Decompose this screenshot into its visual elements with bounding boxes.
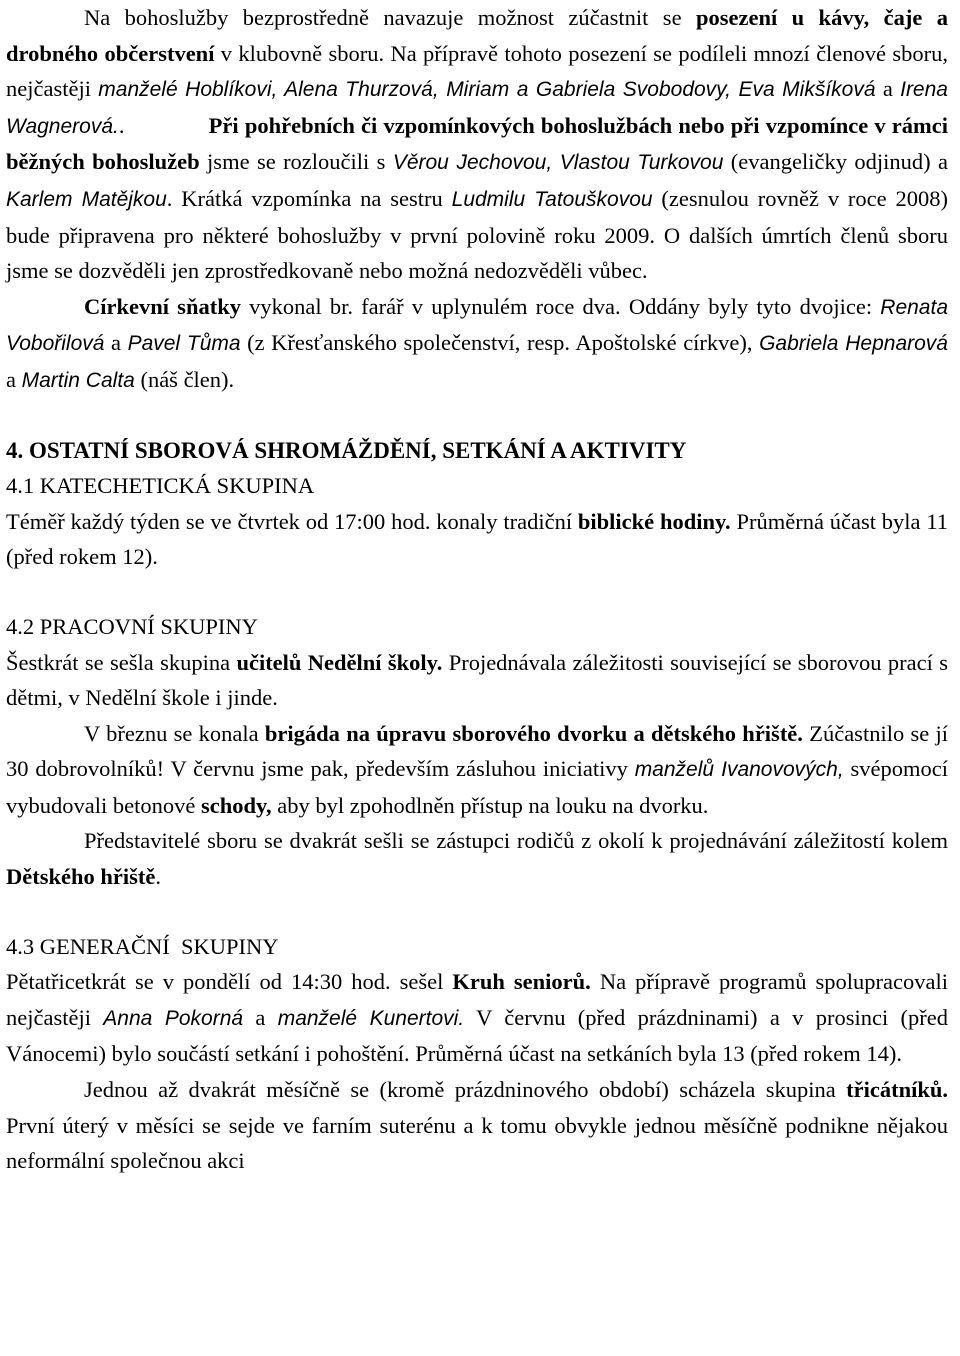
section-spacer [6,575,948,609]
text-run-italic: Anna Pokorná [103,1006,244,1030]
text-run: Šestkrát se sešla skupina [6,649,237,675]
text-run: Projednávala záležitosti související se sborovou prací s dětmi, v Nedělní škole i jinde. [6,649,949,711]
text-run: v klubovně sboru. Na přípravě tohoto posezení se podíleli mnozí členové sboru, nejčastěji [6,40,948,102]
paragraph-thirties [6,1072,948,1179]
text-run-italic: manželé Hoblíkovi, Alena Thurzová, Miriam a Gabriela Svobodovy, Eva Mikšíková [98,78,876,102]
text-run: Průměrná účast byla 11 (před rokem 12). [6,508,949,570]
text-run-italic: Věrou Jechovou, Vlastou Turkovou [392,151,724,175]
text-run: Zúčastnilo se jí 30 dobrovolníků! V červnu jsme pak, především zásluhou iniciativy [6,720,948,782]
paragraph-parents [6,823,948,894]
paragraph-seniors [6,964,948,1072]
text-run-bold: brigáda na úpravu sborového dvorku a dětského hřiště. [264,720,803,746]
text-run: aby byl zpohodlněn přístup na louku na dvorku. [271,792,709,818]
text-run-italic: Ludmilu Tatouškovou [451,187,653,211]
text-run: a [104,330,128,356]
text-run-bold: Kruh seniorů. [452,969,591,995]
text-run: V březnu se konala [84,720,265,746]
text-run-bold: třicátníků. [846,1077,948,1103]
text-run: a [243,1004,278,1030]
paragraph-weddings [6,289,948,399]
section-heading-4: 4. OSTATNÍ SBOROVÁ SHROMÁŽDĚNÍ, SETKÁNÍ A AKTIVITY [6,437,687,463]
text-run: Představitelé sboru se dvakrát sešli se zástupci rodičů z okolí k projednávání záležitostí kolem [84,828,948,854]
text-run-italic: Karlem Matějkou [6,187,167,211]
subsection-heading-4-3: 4.3 GENERAČNÍ SKUPINY [6,933,279,959]
text-run-bold: učitelů Nedělní školy. [236,649,443,675]
text-run: (z Křesťanského společenství, resp. Apoštolské církve), [240,330,760,356]
text-run: V červnu (před prázdninami) a v prosinci (před Vánocemi) bylo součástí setkání i pohoštění. Průměrná účast na setkáních byla 13 (před rokem 14). [6,1004,948,1067]
text-run-italic: Irena Wagnerová. [6,78,948,138]
text-run: Pětatřicetkrát se v pondělí od 14:30 hod. sešel [6,969,453,995]
subsection-heading-4-1: 4.1 KATECHETICKÁ SKUPINA [6,473,315,499]
text-run: . [118,112,125,138]
text-run: (náš člen). [134,366,235,392]
text-run-bold: schody, [200,792,272,818]
text-run-bold: Církevní sňatky [84,293,241,319]
text-run-bold: Při pohřebních či vzpomínkových bohoslužbách nebo při vzpomínce v rámci běžných bohoslužeb [6,112,949,175]
text-run: Na bohoslužby bezprostředně navazuje možnost zúčastnit se [84,5,696,30]
text-run-italic: manželé Kunertovi. [277,1006,465,1030]
text-run-italic: manželů Ivanovových, [634,758,844,782]
text-run-bold: biblické hodiny. [577,508,731,534]
paragraph-brigade [6,716,948,824]
text-run: a [875,76,901,102]
text-run-bold: posezení u kávy, čaje a drobného občerstvení [6,5,948,66]
text-run: Na přípravě programů spolupracovali nejčastěji [6,969,948,1030]
text-run: Téměř každý týden se ve čtvrtek od 17:00 hod. konaly tradiční [6,508,578,534]
text-run: svépomocí vybudovali betonové [6,756,948,818]
text-run: (evangeličky odjinud) a [723,149,948,175]
text-run: a [6,366,22,392]
paragraph-coffee [6,0,948,289]
section-spacer [6,399,948,433]
text-run: jsme se rozloučili s [199,149,393,175]
text-run-italic: Pavel Tůma [127,332,241,356]
text-run: Jednou až dvakrát měsíčně se (kromě prázdninového období) scházela skupina [84,1077,847,1103]
section-spacer [6,895,948,929]
subsection-heading-4-2: 4.2 PRACOVNÍ SKUPINY [6,613,258,639]
text-run-italic: Renata Vobořilová [6,295,948,356]
text-run: vykonal br. farář v uplynulém roce dva. Oddány byly tyto dvojice: [240,293,881,319]
paragraph-catechetic [6,504,948,575]
text-run: První úterý v měsíci se sejde ve farním suterénu a k tomu obvykle jednou měsíčně podnikne nějakou neformální společnou akci [6,1112,948,1174]
text-run-italic: Gabriela Hepnarová [759,332,948,356]
text-run: . Krátká vzpomínka na sestru [166,185,452,211]
text-run: (zesnulou rovněž v roce 2008) bude připravena pro některé bohoslužby v první polovině roku 2009. O dalších úmrtích členů sboru jsme se dozvěděli jen zprostředkovaně nebo možná nedozvěděli vůbec. [6,185,949,284]
text-run-bold: Dětského hřiště [6,864,156,890]
paragraph-teachers [6,645,948,716]
text-run-italic: Martin Calta [21,368,135,392]
text-run: . [155,864,161,890]
